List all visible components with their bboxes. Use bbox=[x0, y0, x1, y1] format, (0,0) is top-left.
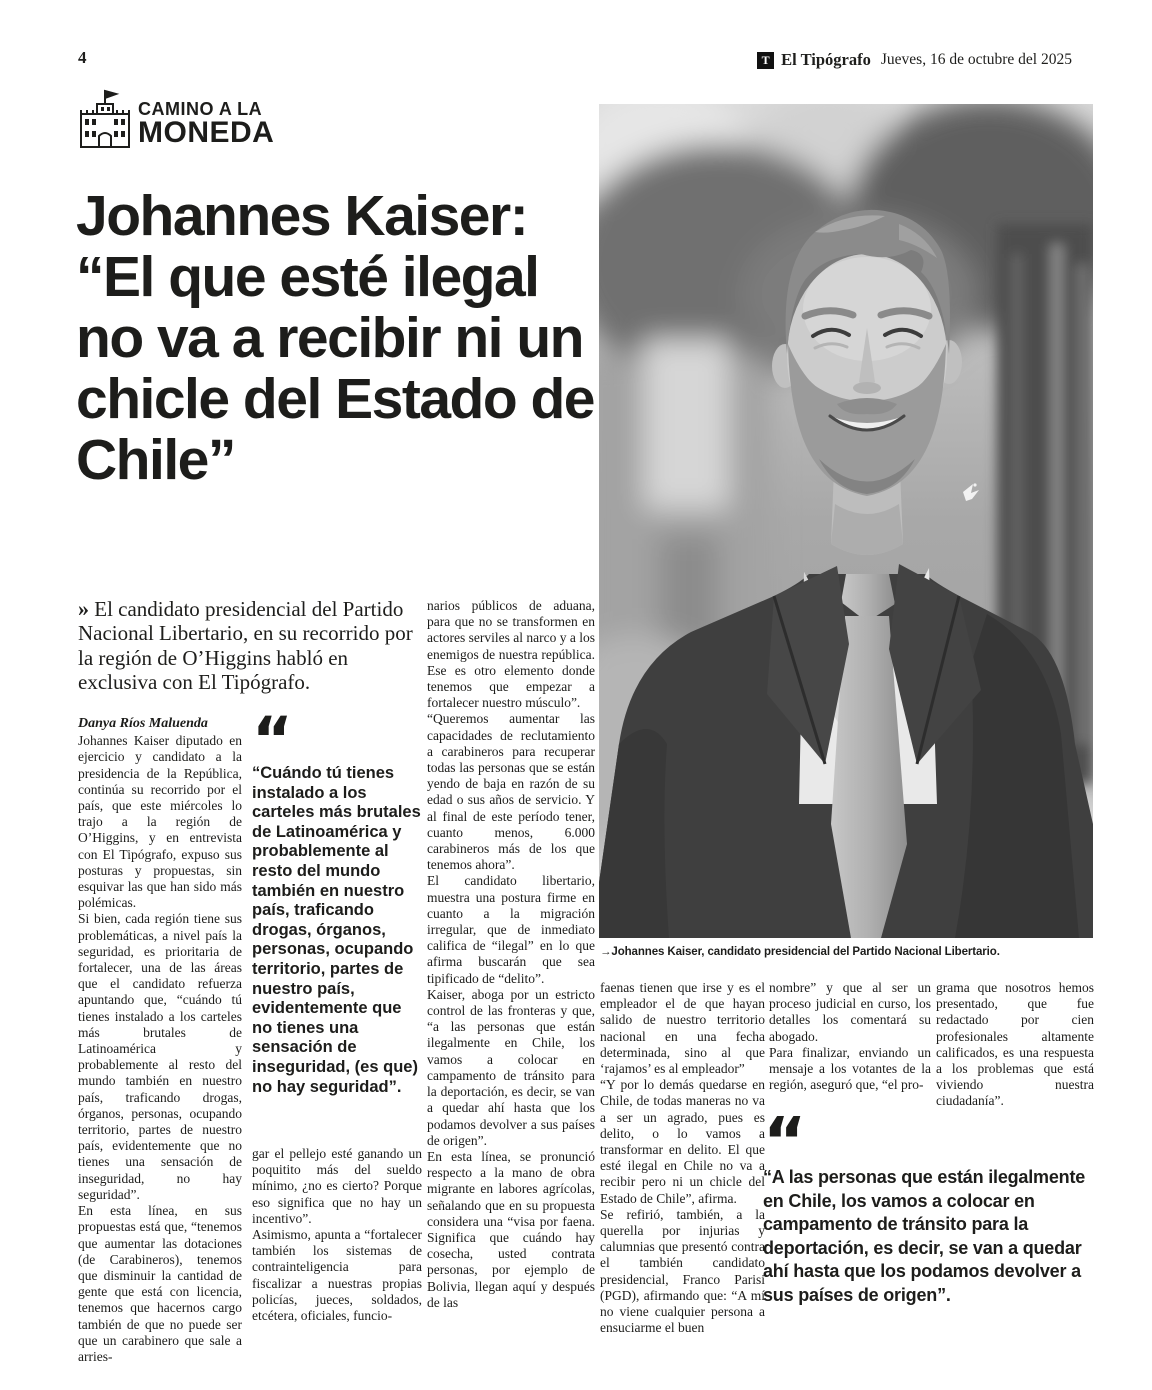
headline-line: chicle del Estado de bbox=[76, 367, 595, 431]
body-paragraph: Kaiser, aboga por un estricto control de las fronteras y que, “a las personas que están ilegalmente en Chile, los vamos a colocar en campamento de tránsito para la deportación, es decir, se van a quedar ahí hasta que los podamos devolver a sus países de origen”. bbox=[427, 986, 595, 1148]
lede-marker: » bbox=[78, 596, 89, 621]
body-paragraph: grama que nosotros hemos presentado, que fue redactado por cien profesionales altamente calificados, es una respuesta a los problemas que está viviendo nuestra ciudadanía”. bbox=[936, 980, 1094, 1109]
article-headline bbox=[76, 186, 606, 491]
masthead bbox=[757, 50, 1072, 70]
body-column-6 bbox=[936, 980, 1094, 1110]
pull-quote-1 bbox=[252, 703, 426, 1097]
quote-mark-icon: “ bbox=[763, 1103, 807, 1180]
body-column-1 bbox=[78, 716, 242, 1365]
body-paragraph: Si bien, cada región tiene sus problemáticas, a nivel país la seguridad, es prioritaria de fortalecer, una de las áreas que el candidato refuerza apuntando que, “cuándo tú tienes instalado a los carteles más brutales de Latinoamérica y probablemente al resto del mundo también en nuestro país, traficando drogas, órganos, personas, ocupando territorio, partes de nuestro país, evidentemente que no tienes una sensación de inseguridad, no hay seguridad”. bbox=[78, 911, 242, 1202]
kaiser-portrait-photo bbox=[599, 104, 1093, 938]
body-paragraph: nombre” y que al ser un proceso judicial en curso, los detalles los comentará su abogado. bbox=[769, 980, 931, 1044]
photo-caption bbox=[600, 946, 1100, 958]
body-paragraph: El candidato libertario, muestra una postura firme en cuanto a la migración irregular, que de inmediato califica de “ilegal” en lo que afirma buscarán que sea tipificado de “delito”. bbox=[427, 873, 595, 986]
page-number: 4 bbox=[78, 48, 87, 67]
body-column-2 bbox=[252, 1146, 422, 1324]
byline: Danya Ríos Maluenda bbox=[78, 716, 208, 731]
pull-quote-1-text: “Cuándo tú tienes instalado a los carteles más brutales de Latinoamérica y probablemente al resto del mundo también en nuestro país, traficando drogas, órganos, personas, ocupando territorio, partes de nuestro país, evidentemente que no tienes una sensación de inseguridad, (es que) no hay seguridad”. bbox=[252, 764, 421, 1096]
section-kicker-line2: MONEDA bbox=[138, 116, 275, 149]
pull-quote-2 bbox=[763, 1103, 1099, 1307]
body-paragraph: Asimismo, apunta a “fortalecer también los sistemas de contrainteligencia para fiscalizar a nuestras propias policías, jueces, soldados, etcétera, oficiales, funcio- bbox=[252, 1227, 422, 1324]
headline-line: Johannes Kaiser: bbox=[76, 184, 528, 248]
body-column-3 bbox=[427, 598, 595, 1311]
body-column-4 bbox=[600, 980, 765, 1336]
section-kicker bbox=[78, 88, 274, 150]
arrow-right-icon: → bbox=[600, 946, 612, 958]
column-text bbox=[600, 980, 765, 1336]
body-paragraph: narios públicos de aduana, para que no se transformen en actores serviles al narco y a los enemigos de nuestra república. Ese es otro elemento donde tenemos que empezar a fortalecer nuestro músculo”. bbox=[427, 598, 595, 711]
column-text bbox=[427, 598, 595, 1311]
issue-date: Jueves, 16 de octubre del 2025 bbox=[880, 51, 1072, 68]
body-paragraph: Se refirió, también, a la querella por injurias y calumnias que presentó contra el también candidato presidencial, Franco Parisi (PGD), afirmando que: “A mí no viene cualquier persona a ensuciarme el buen bbox=[600, 1206, 765, 1336]
newspaper-logo-icon: T bbox=[757, 52, 774, 69]
body-paragraph: “Y por lo demás quedarse en Chile, de todas maneras no va a ser un agrado, pues es delito, o lo vamos a transformar en delito. El que esté ilegal en Chile no va a recibir pero ni un chicle del Estado de Chile”, afirma. bbox=[600, 1077, 765, 1206]
body-paragraph: gar el pellejo esté ganando un poquitito más del sueldo mínimo, ¿no es cierto? Porque eso significa que no hay un incentivo”. bbox=[252, 1146, 422, 1226]
quote-mark-icon: “ bbox=[252, 703, 293, 776]
body-paragraph: Para finalizar, enviando un mensaje a los votantes de la región, aseguró que, “el pro- bbox=[769, 1044, 931, 1093]
body-paragraph: En esta línea, en sus propuestas está que, “tenemos que aumentar las dotaciones (de Carabineros), tenemos que disminuir la cantidad de gente que está con licencia, tenemos que hacernos cargo también de que no puede ser que un carabinero que sale a arries- bbox=[78, 1203, 242, 1364]
body-paragraph: “Queremos aumentar las capacidades de reclutamiento a carabineros para recuperar todas las personas que se están yendo de baja en razón de su edad o sus años de servicio. Y al final de este período tener, cuanto menos, 6.000 carabineros más de los que tenemos ahora”. bbox=[427, 711, 595, 873]
section-kicker-text bbox=[138, 99, 274, 150]
column-text bbox=[936, 980, 1094, 1110]
la-moneda-palace-icon bbox=[78, 88, 130, 150]
body-column-5 bbox=[769, 980, 931, 1093]
newspaper-brand: El Tipógrafo bbox=[781, 50, 871, 69]
article-lede bbox=[78, 597, 423, 695]
column-text bbox=[252, 1146, 422, 1324]
headline-line: “El que esté ilegal bbox=[76, 245, 539, 309]
column-text bbox=[769, 980, 931, 1093]
column-text bbox=[78, 733, 242, 1365]
photo-caption-text: Johannes Kaiser, candidato presidencial del Partido Nacional Libertario. bbox=[611, 946, 1000, 958]
body-paragraph: Johannes Kaiser diputado en ejercicio y candidato a la presidencia de la República, continúa su recorrido por el país, que este miércoles lo trajo a la región de O’Higgins, y en entrevista con El Tipógrafo, expuso sus posturas y propuestas, sin esquivar las que han sido más polémicas. bbox=[78, 733, 242, 911]
body-paragraph: En esta línea, se pronunció respecto a la mano de obra migrante en labores agrícolas, señalando que en su propuesta considera una “visa por faena. Significa que cuándo hay cosecha, usted contrata personas, por ejemplo de Bolivia, llegan aquí y después de las bbox=[427, 1148, 595, 1310]
lede-text: El candidato presidencial del Partido Nacional Libertario, en su recorrido por la región de O’Higgins habló en exclusiva con El Tipógrafo. bbox=[78, 597, 413, 695]
body-paragraph: faenas tienen que irse y es el empleador el de que hayan salido de nuestro territorio nacional en una fecha determinada, sino al que ‘rajamos’ es al empleador” bbox=[600, 980, 765, 1077]
pull-quote-2-text: “A las personas que están ilegalmente en Chile, los vamos a colocar en campamento de tránsito para la deportación, es decir, se van a quedar ahí hasta que los podamos devolver a sus países de origen”. bbox=[763, 1167, 1086, 1305]
portrait-illustration bbox=[599, 104, 1093, 938]
headline-line: Chile” bbox=[76, 428, 235, 492]
headline-line: no va a recibir ni un bbox=[76, 306, 583, 370]
section-kicker-line1: CAMINO A LA bbox=[138, 99, 263, 119]
